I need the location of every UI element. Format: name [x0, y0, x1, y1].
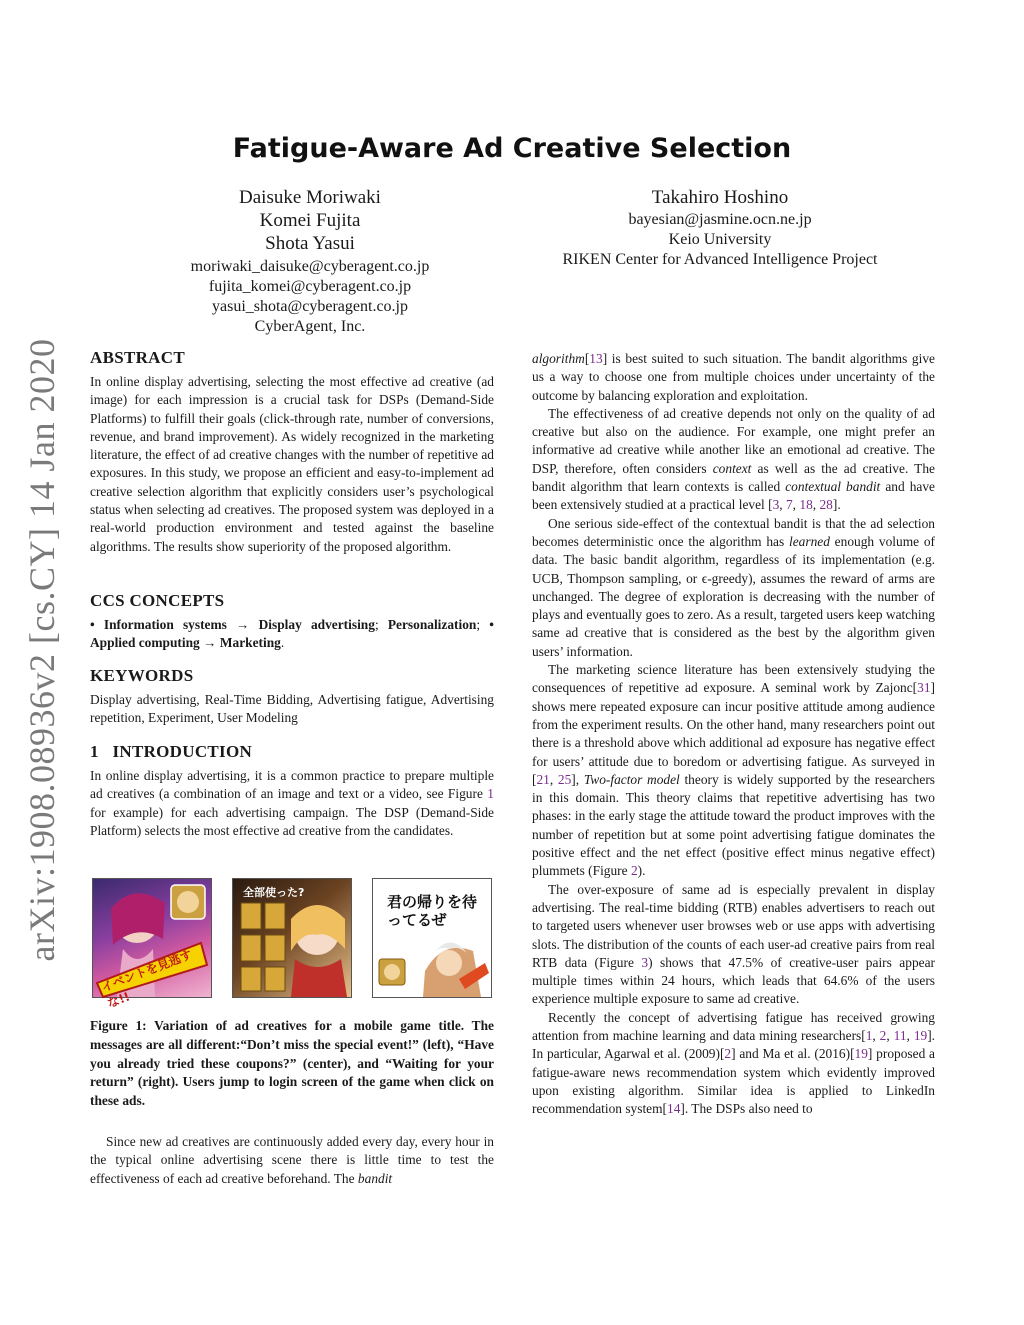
left-bottom-paragraph [90, 1133, 494, 1188]
author-name: Komei Fujita [259, 210, 361, 231]
citation-link[interactable]: 14 [667, 1101, 681, 1117]
author-email: bayesian@jasmine.ocn.ne.jp [628, 211, 812, 228]
ccs-text: • Information systems → Display advertising; Personalization; • Applied computing → Marketing. [90, 617, 494, 651]
body-paragraph: One serious side-effect of the contextual bandit is that the ad selection becomes deterministic once the algorithm has learned enough volume of data. The basic bandit algorithm, regardless of its implementation (e.g. UCB, Thompson sampling, or ϵ-greedy), assumes the reward of arms are unchanged. The degree of exploration is decreasing with the number of plays and eventually goes to zero. As a result, targeted users keep watching same ad creative that is considered as the best by the algorithm given users’ information. [532, 515, 935, 659]
ad-creative-image-center [232, 878, 352, 998]
author-email: moriwaki_daisuke@cyberagent.co.jp [190, 258, 430, 275]
ad-message-text: 君の帰りを待ってるぜ [387, 893, 478, 929]
citation-link[interactable]: 3 [772, 497, 780, 513]
author-block-right [540, 186, 900, 270]
caption-text: Figure 1: Variation of ad creatives for a mobile game title. The messages are all different:“Don’t miss the special event!” (left), “Have you already tried these coupons?” (center), and “Waiting for your return” (right). Users jump to login screen of the game when click on these ads. [90, 1018, 494, 1109]
body-paragraph: The marketing science literature has been extensively studying the consequences of repetitive ad exposure. A seminal work by Zajonc[31] shows mere repeated exposure can incur positive attitude among audience from the experiment results. On the other hand, many researchers point out there is a threshold above which additional ad exposure has negative effect for users’ attitude due to boredom or advertising fatigue. As surveyed in [21, 25], Two-factor model theory is widely supported by the researchers in this domain. This theory claims that repetitive advertising has two phases: in the early stage the attitude toward the product improves with the number of repetition but at some point advertising fatigue dominates the positive effect and the net effect (positive effect minus negative effect) plummets (Figure 2). [532, 662, 935, 879]
keywords-text: Display advertising, Real-Time Bidding, Advertising fatigue, Advertising repetition, Experiment, User Modeling [90, 692, 494, 726]
abstract-heading: ABSTRACT [90, 348, 185, 367]
citation-link[interactable]: 13 [589, 351, 603, 366]
citation-link[interactable]: 1 [865, 1027, 873, 1043]
author-email: fujita_komei@cyberagent.co.jp [208, 278, 412, 295]
body-paragraph: Since new ad creatives are continuously added every day, every hour in the typical online advertising scene there is little time to test the effectiveness of each ad creative beforehand. The bandit [90, 1134, 494, 1186]
citation-link[interactable]: 2 [879, 1027, 887, 1043]
ad-message-text: 全部使った? [243, 886, 305, 899]
author-affiliation: CyberAgent, Inc. [254, 318, 366, 335]
author-affiliation: Keio University [668, 231, 772, 248]
citation-link[interactable]: 19 [854, 1046, 868, 1062]
figure-ref-link[interactable]: 1 [487, 786, 494, 802]
keywords-section [90, 666, 494, 728]
abstract-text: In online display advertising, selecting the most effective ad creative (ad image) for each impression is a crucial task for DSPs (Demand-Side Platforms) to fulfill their goals (click-through rate, number of conversions, revenue, and brand improvement). As widely recognized in the marketing literature, the effect of ad creative changes with the number of repetitive ad exposures. In this study, we propose an efficient and easy-to-implement ad creative selection algorithm that explicitly considers user’s psychological status when selecting ad creatives. The proposed system was deployed in a real-world production environment and tested against the baseline algorithms. The results show superiority of the proposed algorithm. [90, 374, 494, 554]
author-name: Shota Yasui [265, 233, 355, 254]
author-affiliation: RIKEN Center for Advanced Intelligence Project [562, 251, 878, 268]
ccs-section [90, 591, 494, 653]
warrior-character-illustration [373, 879, 491, 997]
citation-link[interactable]: 28 [819, 497, 833, 513]
citation-link[interactable]: 7 [785, 497, 793, 513]
body-paragraph: algorithm[13] is best suited to such situation. The bandit algorithms give us a way to choose one from multiple choices under uncertainty of the outcome by balancing exploration and exploitation. [532, 351, 935, 403]
author-email: yasui_shota@cyberagent.co.jp [211, 298, 408, 315]
author-block-left [160, 186, 460, 337]
citation-link[interactable]: 19 [913, 1027, 928, 1043]
abstract-section [90, 348, 494, 556]
intro-paragraph: In online display advertising, it is a common practice to prepare multiple ad creatives (a combination of an image and text or a video, see Figure 1 for example) for each advertising campaign. The DSP (Demand-Side Platform) selects the most effective ad creative from the candidates. [90, 768, 494, 838]
ad-creative-image-right [372, 878, 492, 998]
citation-link[interactable]: 2 [724, 1046, 732, 1062]
introduction-section [90, 742, 494, 840]
arxiv-stamp [22, 340, 62, 960]
keywords-heading: KEYWORDS [90, 666, 194, 685]
body-paragraph: The effectiveness of ad creative depends not only on the quality of ad creative but also on the audience. For example, one might prefer an informative ad creative while another like an emotional ad creative. The DSP, therefore, often considers context as well as the ad creative. The bandit algorithm that learn contexts is called contextual bandit and have been extensively studied at a practical level [3, 7, 18, 28]. [532, 405, 936, 513]
citation-link[interactable]: 11 [893, 1027, 907, 1043]
author-name: Daisuke Moriwaki [239, 187, 381, 208]
right-column [532, 350, 935, 1118]
figure-ref-link[interactable]: 2 [630, 863, 638, 879]
author-name: Takahiro Hoshino [651, 187, 789, 208]
body-paragraph: The over-exposure of same ad is especially prevalent in display advertising. The real-time bidding (RTB) enables advertisers to reach out to targeted users whenever user browses web or use apps with advertising slots. The distribution of the counts of each user-ad creative pairs from real RTB data (Figure 3) shows that 47.5% of creative-user pairs appear multiple times within 24 hours, which leads that 64.6% of the users experience multiple exposure to same ad creative. [532, 881, 935, 1007]
introduction-heading: 1 INTRODUCTION [90, 742, 253, 761]
arxiv-id: arXiv:1908.08936v2 [cs.CY] 14 Jan 2020 [22, 338, 62, 962]
figure-1-caption [90, 1017, 494, 1111]
figure-ref-link[interactable]: 3 [641, 954, 649, 970]
citation-link[interactable]: 21 [536, 771, 550, 787]
ad-message-text: イベントを見逃すな!! [99, 947, 194, 1011]
paper-title: Fatigue-Aware Ad Creative Selection [232, 133, 792, 164]
citation-link[interactable]: 18 [799, 497, 813, 513]
body-paragraph: Recently the concept of advertising fatigue has received growing attention from machine learning and data mining researchers[1, 2, 11, 19]. In particular, Agarwal et al. (2009)[2] and Ma et al. (2016)[19] proposed a fatigue-aware news recommendation system which evidently improved upon existing algorithm. Similar idea is applied to LinkedIn recommendation system[14]. The DSPs also need to [532, 1009, 936, 1117]
ccs-heading: CCS CONCEPTS [90, 591, 225, 610]
ad-creative-image-left [92, 878, 212, 1011]
citation-link[interactable]: 25 [557, 771, 572, 787]
citation-link[interactable]: 31 [917, 680, 931, 696]
